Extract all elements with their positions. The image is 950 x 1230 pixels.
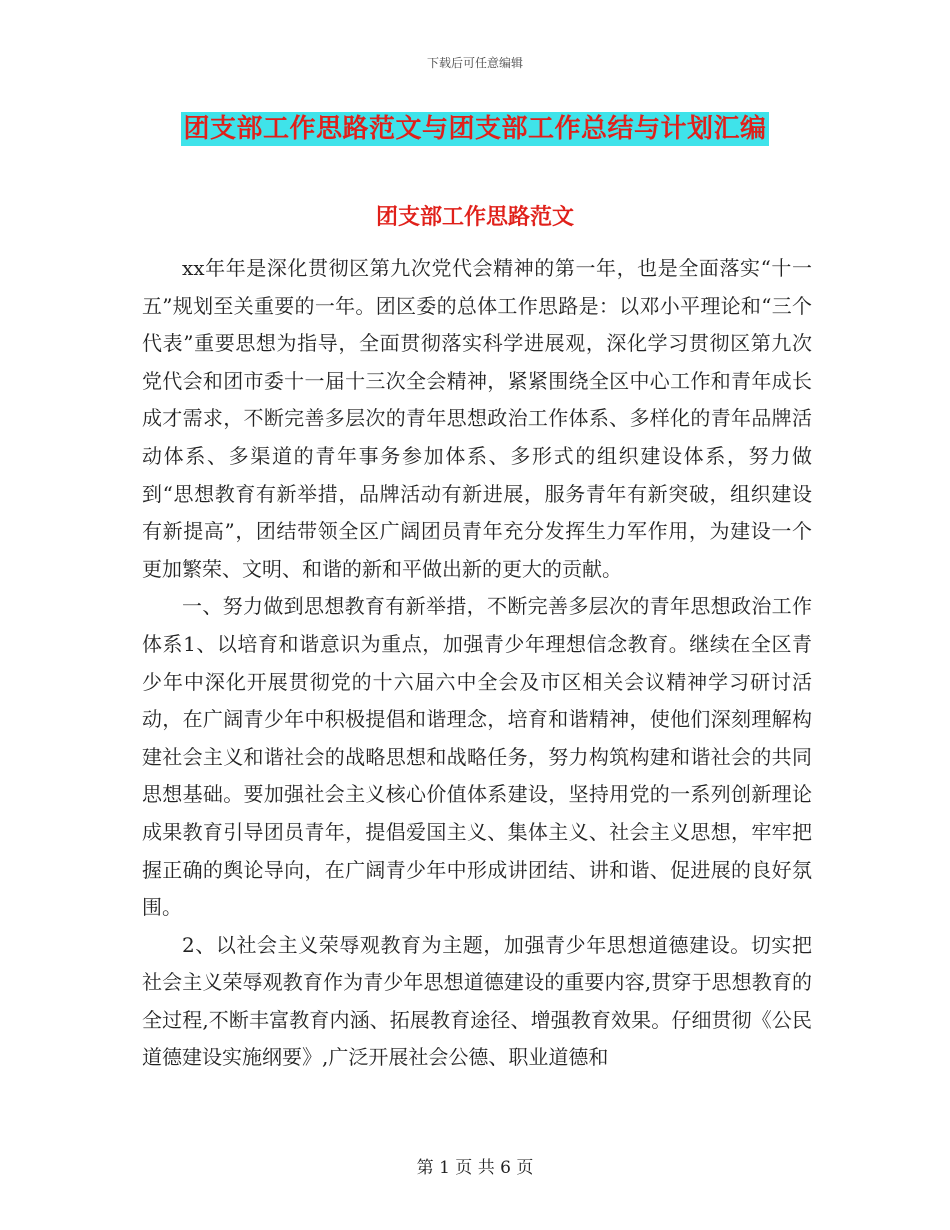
paragraph-2: 一、努力做到思想教育有新举措，不断完善多层次的青年思想政治工作体系1、以培育和谐意识为重点，加强青少年理想信念教育。继续在全区青少年中深化开展贯彻党的十六届六中全会及市区相关会议精神学习研讨活动，在广阔青少年中积极提倡和谐理念，培育和谐精神，使他们深刻理解构建社会主义和谐社会的战略思想和战略任务，努力构筑构建和谐社会的共同思想基础。要加强社会主义核心价值体系建设，坚持用党的一系列创新理论成果教育引导团员青年，提倡爱国主义、集体主义、社会主义思想，牢牢把握正确的舆论导向，在广阔青少年中形成讲团结、讲和谐、促进展的良好氛围。 xyxy=(142,594,812,920)
header-note: 下载后可任意编辑 xyxy=(426,56,523,70)
section-title: 团支部工作思路范文 xyxy=(375,204,574,230)
paragraph-3: 2、以社会主义荣辱观教育为主题，加强青少年思想道德建设。切实把社会主义荣辱观教育作为青少年思想道德建设的重要内容,贯穿于思想教育的全过程,不断丰富教育内涵、拓展教育途径、增强教育效果。仔细贯彻《公民道德建设实施纲要》,广泛开展社会公德、职业道德和 xyxy=(142,932,812,1070)
body-text xyxy=(142,250,812,1077)
page-footer: 第 1 页 共 6 页 xyxy=(416,1158,534,1178)
doc-title-container xyxy=(0,112,950,146)
paragraph-1: xx年年是深化贯彻区第九次党代会精神的第一年，也是全面落实“十一五”规划至关重要的一年。团区委的总体工作思路是：以邓小平理论和“三个代表”重要思想为指导，全面贯彻落实科学进展观，深化学习贯彻区第九次党代会和团市委十一届十三次全会精神，紧紧围绕全区中心工作和青年成长成才需求，不断完善多层次的青年思想政治工作体系、多样化的青年品牌活动体系、多渠道的青年事务参加体系、多形式的组织建设体系，努力做到“思想教育有新举措，品牌活动有新进展，服务青年有新突破，组织建设有新提高”，团结带领全区广阔团员青年充分发挥生力军作用，为建设一个更加繁荣、文明、和谐的新和平做出新的更大的贡献。 xyxy=(142,256,812,581)
doc-title: 团支部工作思路范文与团支部工作总结与计划汇编 xyxy=(183,114,767,144)
